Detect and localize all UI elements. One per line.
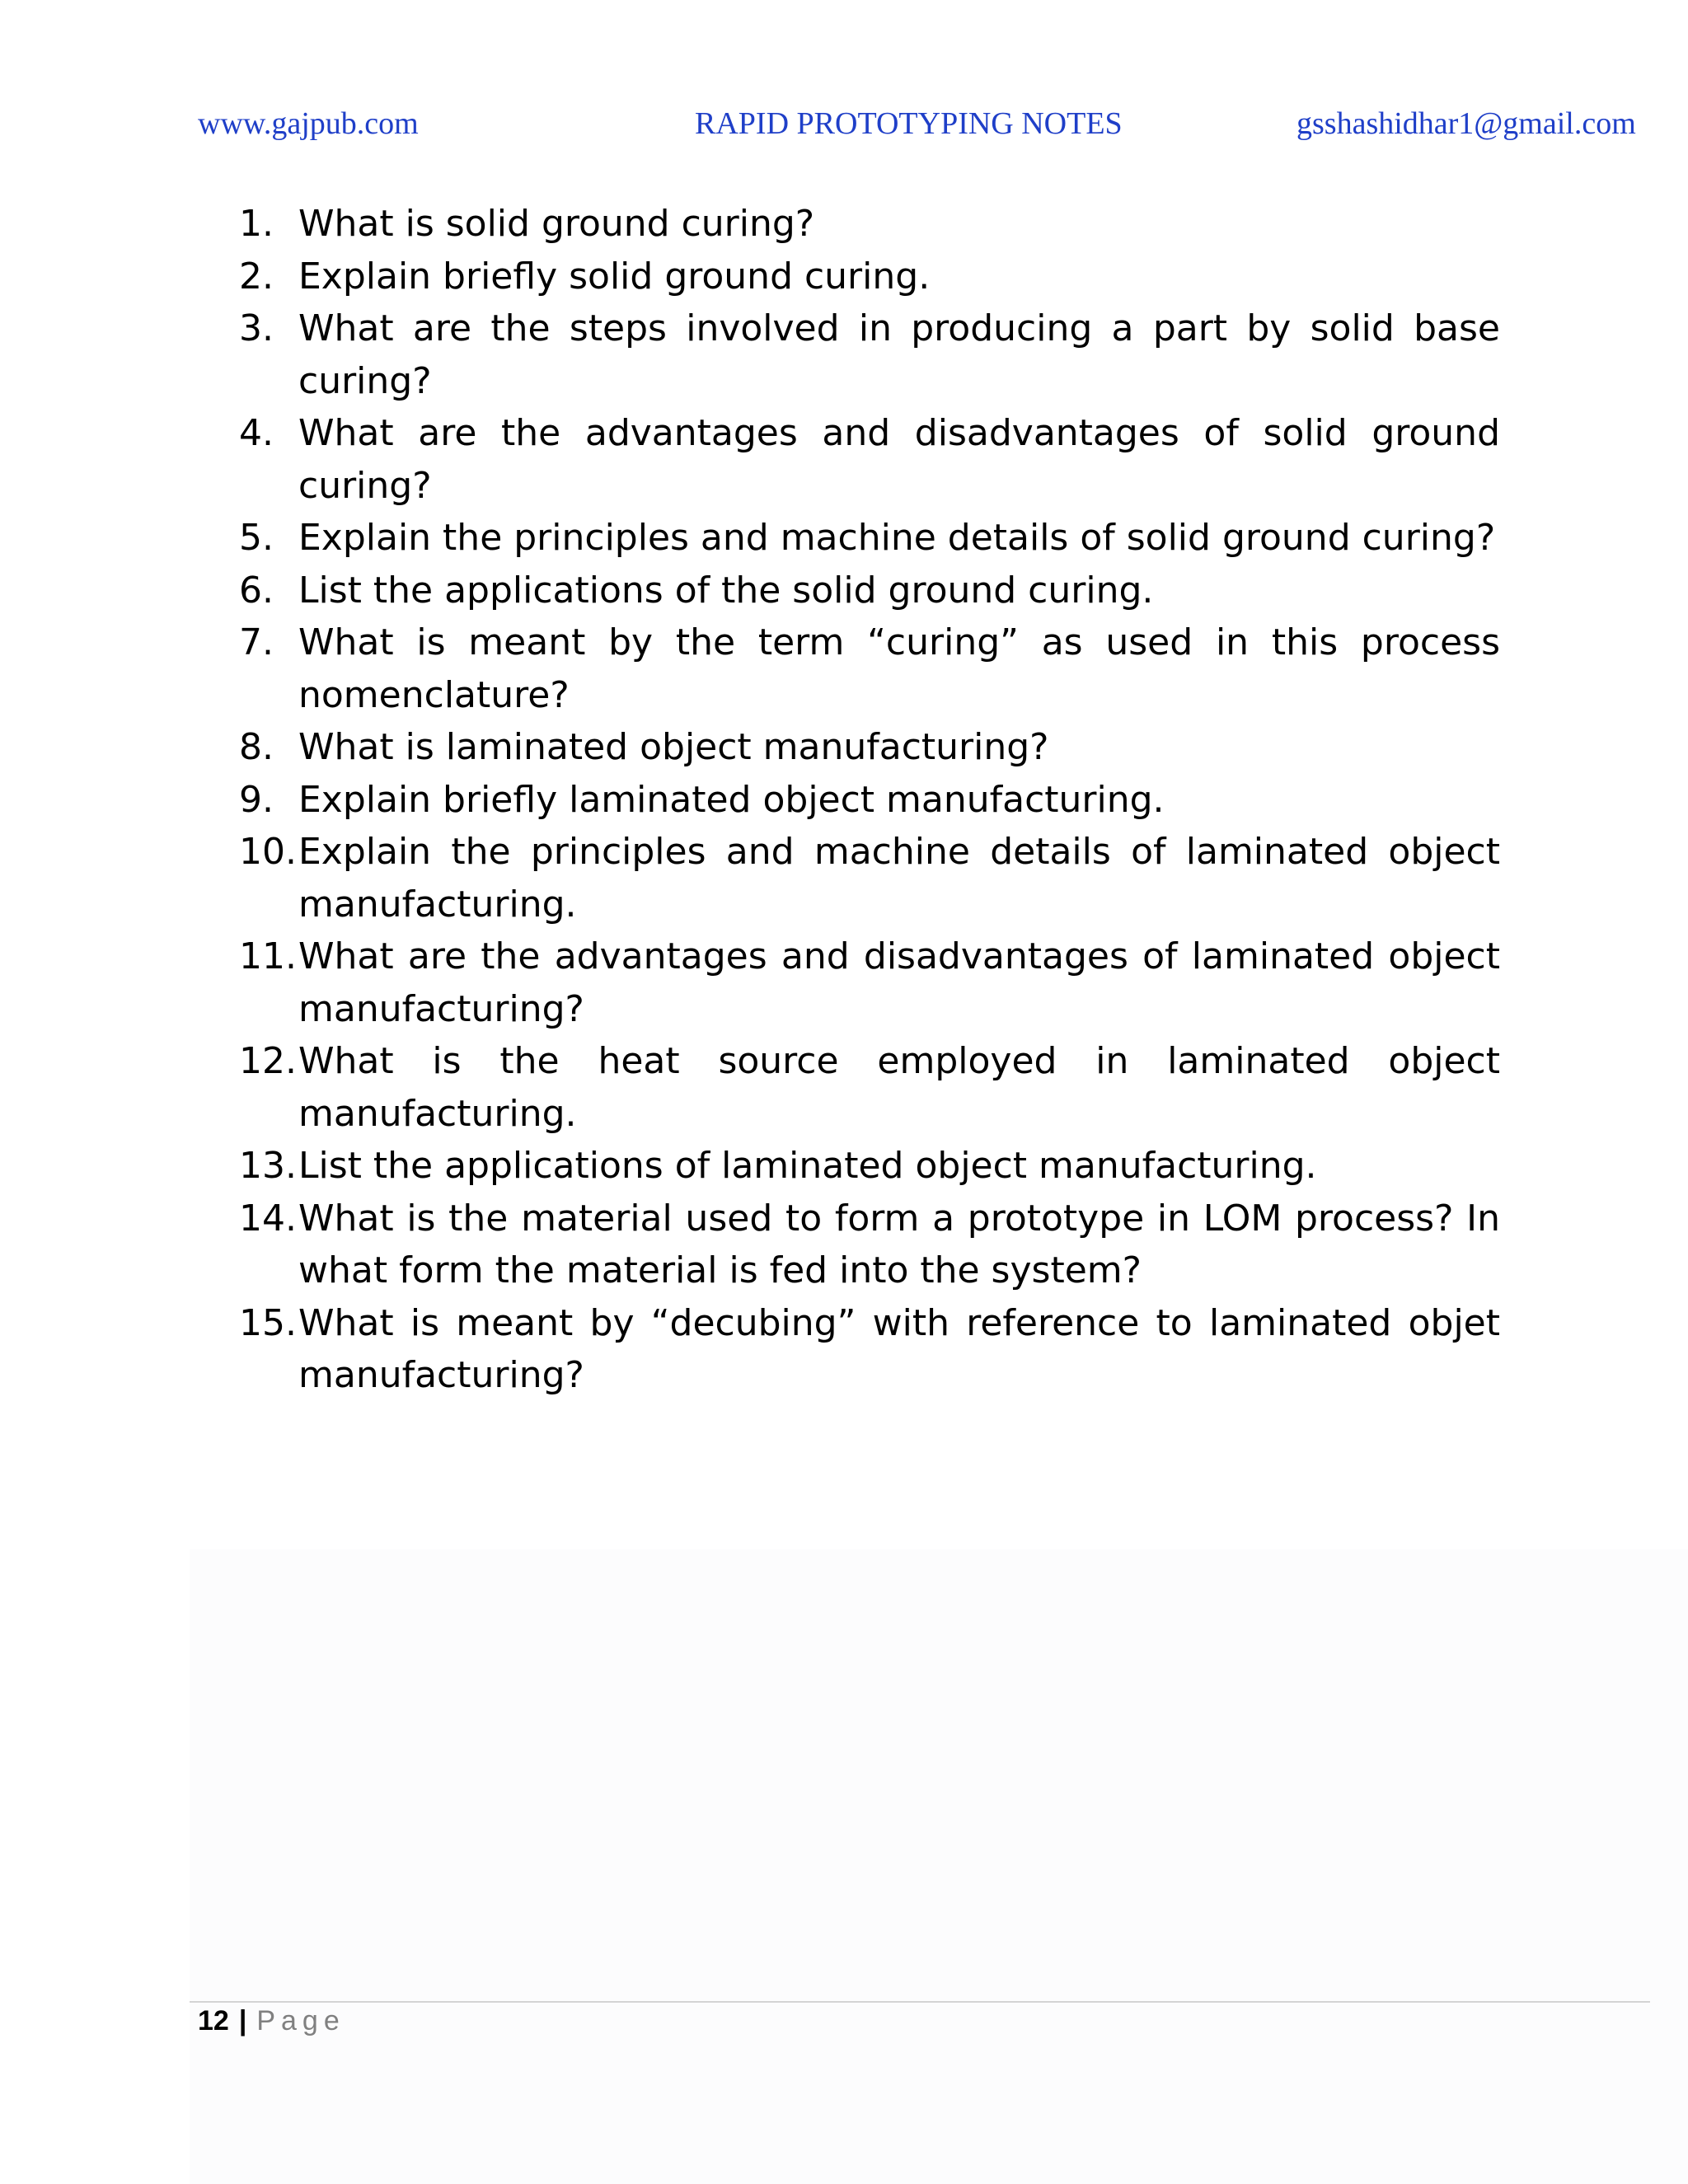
item-text: What are the steps involved in producing a part by solid base curing?: [298, 307, 1500, 402]
list-item: [239, 1140, 1500, 1193]
list-item: [239, 565, 1500, 617]
item-text: What is meant by “decubing” with reference to laminated objet manufacturing?: [298, 1301, 1500, 1396]
list-item: [239, 774, 1500, 827]
page-header: [0, 105, 1688, 155]
footer-divider: [190, 2001, 1650, 2003]
page-number: 12: [198, 2005, 229, 2036]
item-number: 10.: [239, 831, 297, 873]
item-number: 12.: [239, 1040, 297, 1082]
item-number: 6.: [239, 569, 274, 612]
item-number: 13.: [239, 1145, 297, 1187]
header-title: RAPID PROTOTYPING NOTES: [695, 106, 1123, 141]
item-number: 8.: [239, 726, 274, 768]
list-item: [239, 407, 1500, 512]
item-number: 3.: [239, 307, 274, 349]
item-number: 1.: [239, 203, 274, 245]
item-text: List the applications of laminated object manufacturing.: [298, 1145, 1317, 1187]
item-text: Explain the principles and machine details of solid ground curing?: [298, 517, 1496, 559]
item-number: 9.: [239, 778, 274, 821]
list-item: [239, 1297, 1500, 1402]
list-item: [239, 302, 1500, 407]
item-text: What is the heat source employed in laminated object manufacturing.: [298, 1040, 1500, 1135]
list-item: [239, 826, 1500, 930]
list-item: [239, 1035, 1500, 1140]
item-text: Explain briefly solid ground curing.: [298, 255, 931, 298]
item-text: What is meant by the term “curing” as used in this process nomenclature?: [298, 621, 1500, 716]
question-list: [239, 198, 1500, 1402]
item-number: 7.: [239, 621, 274, 663]
item-text: List the applications of the solid ground curing.: [298, 569, 1154, 612]
item-text: What is laminated object manufacturing?: [298, 726, 1049, 768]
item-text: What are the advantages and disadvantages of solid ground curing?: [298, 412, 1500, 507]
footer-separator: |: [238, 2005, 247, 2036]
list-item: [239, 616, 1500, 721]
list-item: [239, 512, 1500, 565]
item-number: 11.: [239, 935, 297, 977]
item-number: 2.: [239, 255, 274, 298]
item-number: 4.: [239, 412, 274, 454]
item-text: Explain the principles and machine details of laminated object manufacturing.: [298, 831, 1500, 926]
item-text: Explain briefly laminated object manufacturing.: [298, 778, 1165, 821]
list-item: [239, 1193, 1500, 1297]
page-footer: [198, 2005, 345, 2037]
item-text: What are the advantages and disadvantages of laminated object manufacturing?: [298, 935, 1500, 1030]
list-item: [239, 721, 1500, 774]
item-number: 14.: [239, 1197, 297, 1240]
list-item: [239, 930, 1500, 1035]
item-number: 5.: [239, 517, 274, 559]
item-text: What is the material used to form a prototype in LOM process? In what form the material is fed into the system?: [298, 1197, 1500, 1291]
page-background: [190, 1549, 1688, 2184]
page-label: Page: [256, 2005, 345, 2036]
header-email: gsshashidhar1@gmail.com: [1296, 106, 1636, 141]
list-item: [239, 251, 1500, 303]
item-text: What is solid ground curing?: [298, 203, 815, 245]
list-item: [239, 198, 1500, 251]
header-website: www.gajpub.com: [198, 106, 419, 141]
item-number: 15.: [239, 1301, 297, 1344]
